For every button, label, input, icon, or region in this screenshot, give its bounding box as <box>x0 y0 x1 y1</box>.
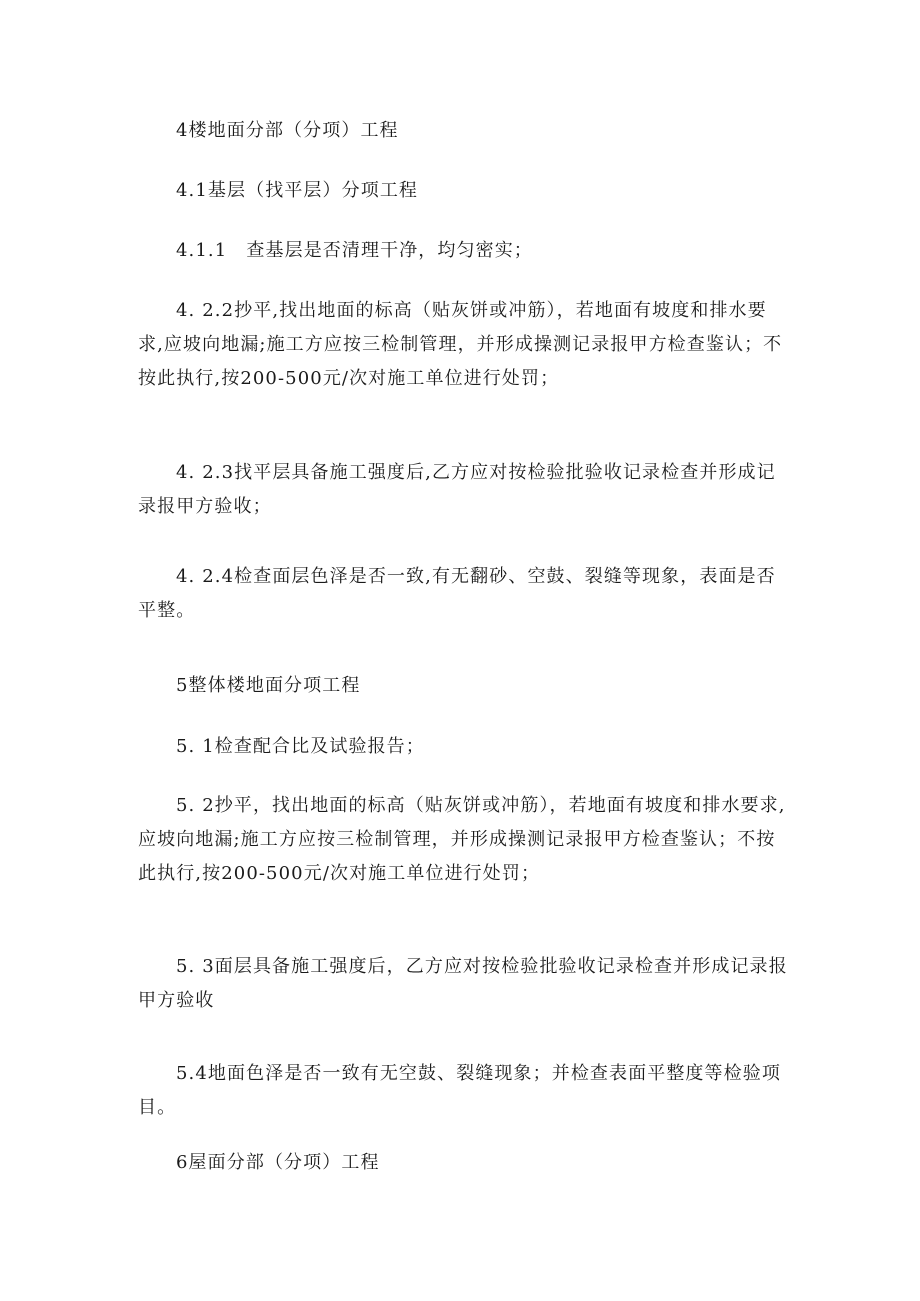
paragraph-4-2-2: 4. 2.2抄平,找出地面的标高（贴灰饼或冲筋），若地面有坡度和排水要求,应坡向地漏;施工方应按三检制管理，并形成操测记录报甲方检查鉴认；不按此执行,按200-500元/次对施工单位进行处罚； <box>138 300 783 389</box>
paragraph-4-1-1: 4.1.1 查基层是否清理干净，均匀密实； <box>176 240 533 261</box>
heading-section-4: 4楼地面分部（分项）工程 <box>176 120 399 141</box>
heading-section-5: 5整体楼地面分项工程 <box>176 675 361 696</box>
paragraph-4-2-3: 4. 2.3找平层具备施工强度后,乙方应对按检验批验收记录检查并形成记录报甲方验收； <box>138 462 776 517</box>
paragraph-5-1: 5. 1检查配合比及试验报告； <box>176 736 425 757</box>
paragraph-5-4: 5.4地面色泽是否一致有无空鼓、裂缝现象；并检查表面平整度等检验项目。 <box>138 1063 781 1118</box>
paragraph-5-3: 5. 3面层具备施工强度后，乙方应对按检验批验收记录检查并形成记录报甲方验收 <box>138 956 788 1011</box>
heading-section-4-1: 4.1基层（找平层）分项工程 <box>176 180 419 201</box>
heading-section-6: 6屋面分部（分项）工程 <box>176 1152 380 1173</box>
paragraph-5-2: 5. 2抄平，找出地面的标高（贴灰饼或冲筋），若地面有坡度和排水要求,应坡向地漏;施工方应按三检制管理，并形成操测记录报甲方检查鉴认；不按此执行,按200-500元/次对施工单位进行处罚； <box>138 795 786 884</box>
paragraph-4-2-4: 4. 2.4检查面层色泽是否一致,有无翻砂、空鼓、裂缝等现象，表面是否平整。 <box>138 566 776 621</box>
